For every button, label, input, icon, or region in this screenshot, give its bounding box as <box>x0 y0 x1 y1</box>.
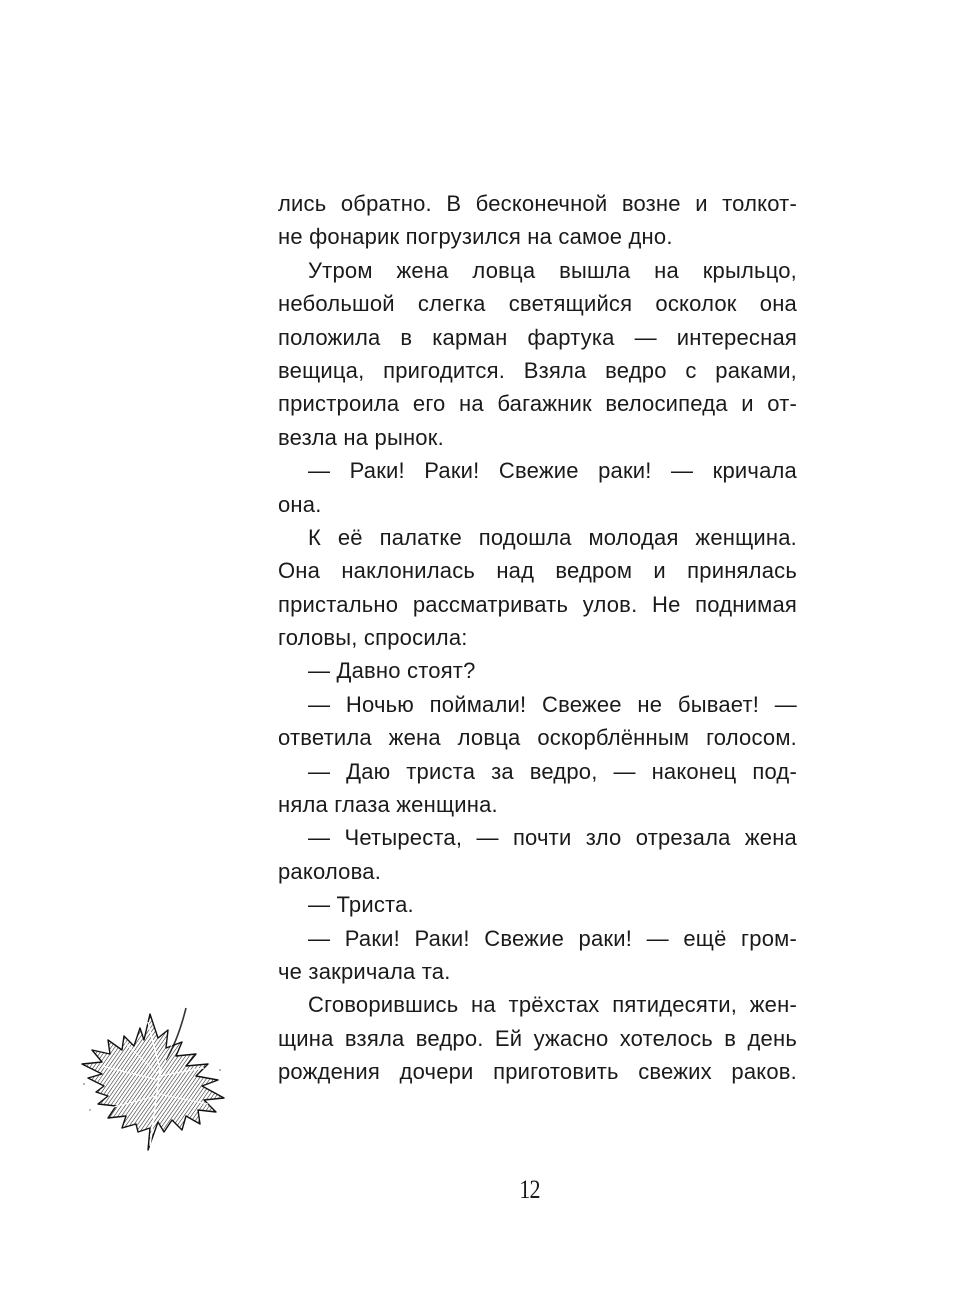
text-line: она. <box>278 491 322 517</box>
text-line: — Ночью поймали! Свежее не бывает! — <box>308 691 797 717</box>
text-line: раколова. <box>278 858 382 884</box>
text-line: — Раки! Раки! Свежие раки! — ещё гром- <box>308 925 797 951</box>
text-line: не фонарик погрузился на самое дно. <box>278 224 673 250</box>
text-line: — Триста. <box>308 892 414 918</box>
text-line: везла на рынок. <box>278 424 444 450</box>
text-line: — Четыреста, — почти зло отрезала жена <box>308 825 797 851</box>
text-line: небольшой слегка светящийся осколок она <box>278 291 797 317</box>
text-line: Сговорившись на трёхстах пятидесяти, жен- <box>308 992 797 1018</box>
text-line: вещица, пригодится. Взяла ведро с раками, <box>278 357 797 383</box>
text-line: щина взяла ведро. Ей ужасно хотелось в день <box>278 1025 797 1051</box>
text-line: пристально рассматривать улов. Не поднимая <box>278 591 797 617</box>
maple-leaf-icon <box>78 1000 228 1155</box>
text-line: — Давно стоят? <box>308 658 476 684</box>
text-line: лись обратно. В бесконечной возне и толкот- <box>278 191 797 216</box>
body-text <box>278 187 797 1089</box>
text-line: ответила жена ловца оскорблённым голосом. <box>278 725 797 751</box>
text-line: — Даю триста за ведро, — наконец под- <box>308 758 797 784</box>
text-line: положила в карман фартука — интересная <box>278 324 797 350</box>
text-line: че закричала та. <box>278 958 451 984</box>
text-line: головы, спросила: <box>278 625 468 651</box>
text-line: — Раки! Раки! Свежие раки! — кричала <box>308 458 797 484</box>
text-line: Утром жена ловца вышла на крыльцо, <box>308 257 797 283</box>
text-line: Она наклонилась над ведром и принялась <box>278 558 797 584</box>
text-line: К её палатке подошла молодая женщина. <box>308 524 797 550</box>
page-number: 12 <box>519 1175 540 1204</box>
text-line: рождения дочери приготовить свежих раков. <box>278 1059 797 1085</box>
text-line: няла глаза женщина. <box>278 792 498 818</box>
text-line: пристроила его на багажник велосипеда и от- <box>278 391 797 417</box>
